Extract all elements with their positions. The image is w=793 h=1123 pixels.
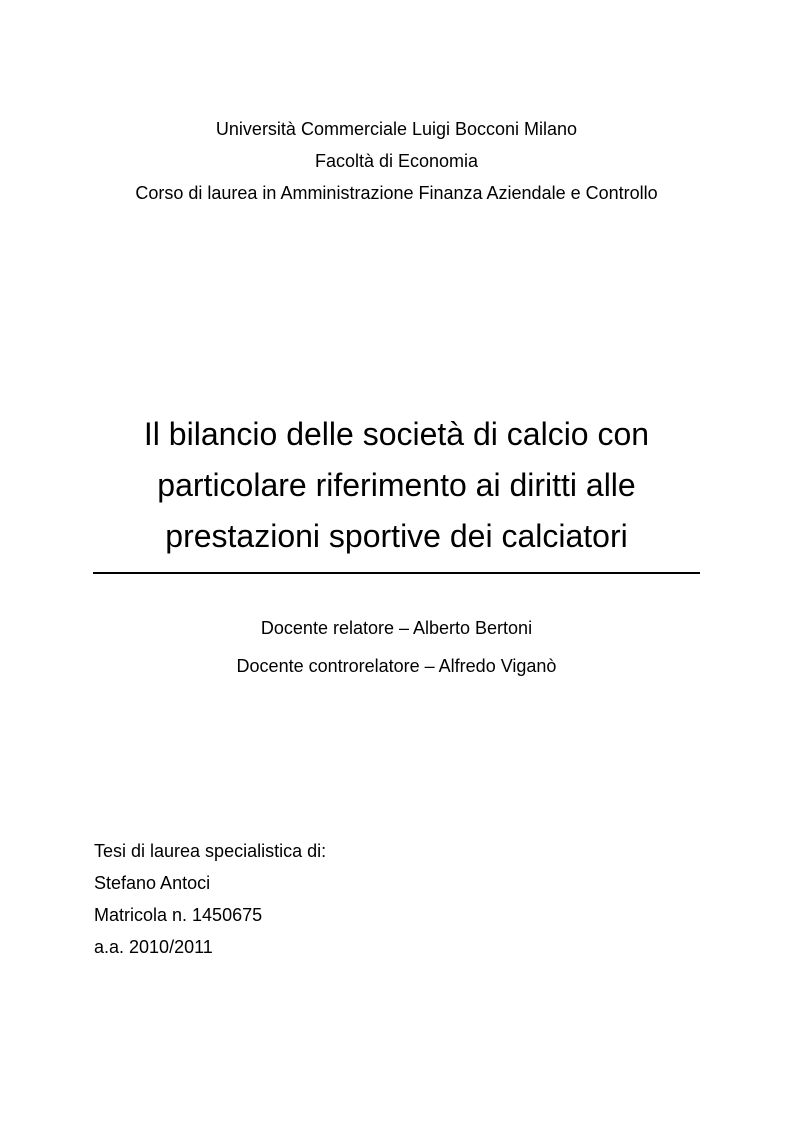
co-supervisor: Docente controrelatore – Alfredo Viganò	[236, 656, 557, 676]
author-block	[94, 835, 594, 963]
student-id: Matricola n. 1450675	[94, 905, 263, 925]
thesis-title	[0, 409, 793, 562]
advisors-block	[0, 609, 793, 685]
university-name: Università Commerciale Luigi Bocconi Milano	[215, 119, 578, 139]
academic-year: a.a. 2010/2011	[94, 937, 213, 957]
thesis-title-line: particolare riferimento ai diritti alle	[157, 467, 636, 503]
institution-header	[0, 113, 793, 209]
supervisor: Docente relatore – Alberto Bertoni	[260, 618, 533, 638]
title-divider	[93, 572, 700, 574]
thesis-title-line: prestazioni sportive dei calciatori	[165, 518, 628, 554]
author-name: Stefano Antoci	[94, 873, 211, 893]
thesis-title-line: Il bilancio delle società di calcio con	[143, 416, 650, 452]
faculty-name: Facoltà di Economia	[314, 151, 479, 171]
degree-course: Corso di laurea in Amministrazione Finanza Aziendale e Controllo	[135, 183, 658, 203]
thesis-label: Tesi di laurea specialistica di:	[94, 841, 327, 861]
